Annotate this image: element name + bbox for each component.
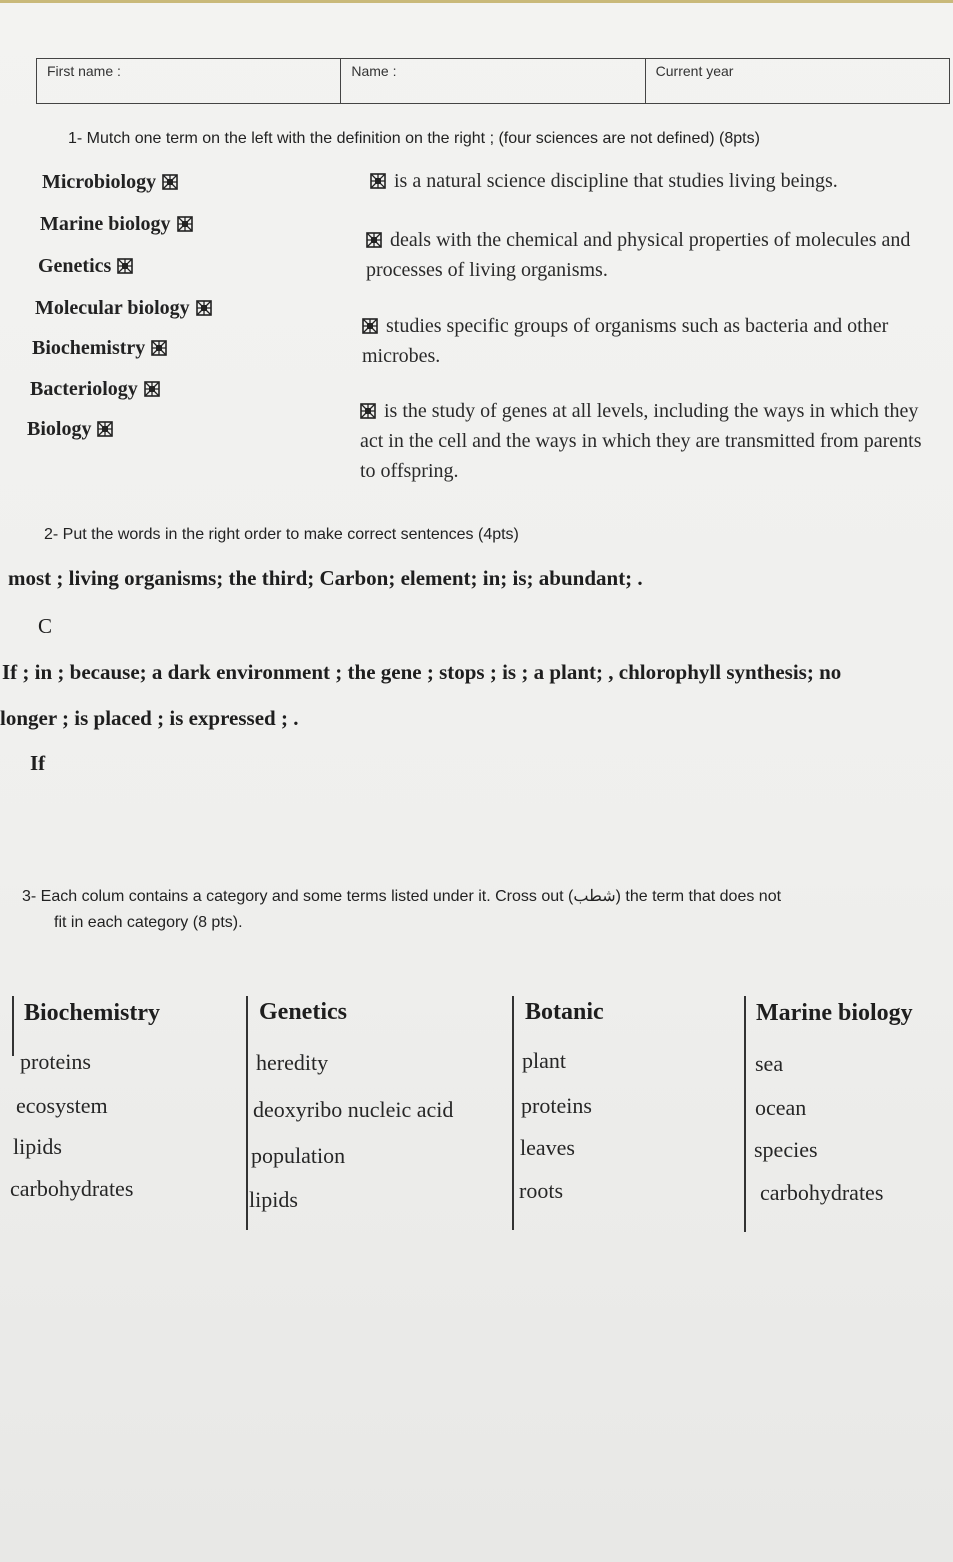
category-term[interactable]: heredity bbox=[256, 1050, 329, 1075]
name-cell[interactable] bbox=[341, 59, 645, 103]
question-1-title: 1- Mutch one term on the left with the definition on the right ; (four sciences are not defined) (8pts) bbox=[68, 130, 760, 147]
question-3-title-line-2: fit in each category (8 pts). bbox=[54, 914, 243, 931]
column-divider bbox=[12, 996, 14, 1056]
column-divider bbox=[512, 996, 514, 1230]
term-label: Genetics bbox=[38, 255, 112, 277]
answer-2-start[interactable]: If bbox=[30, 751, 46, 775]
term-label: Bacteriology bbox=[30, 378, 138, 400]
definition-text: studies specific groups of organisms such as bacteria and other microbes. bbox=[362, 315, 889, 367]
category-term[interactable]: species bbox=[754, 1137, 818, 1162]
term-label: Biochemistry bbox=[32, 337, 146, 359]
checkbox-marker-icon[interactable] bbox=[162, 174, 178, 190]
checkbox-marker-icon[interactable] bbox=[97, 421, 113, 437]
category-term[interactable]: population bbox=[251, 1143, 346, 1168]
checkbox-marker-icon[interactable] bbox=[177, 216, 193, 232]
scrambled-sentence-1: most ; living organisms; the third; Carbon; element; in; is; abundant; . bbox=[8, 566, 643, 590]
name-label: Name : bbox=[351, 63, 397, 79]
category-genetics: Genetics bbox=[259, 999, 347, 1025]
term-biochemistry[interactable] bbox=[32, 337, 167, 360]
definition-text: is the study of genes at all levels, including the ways in which they act in the cell and the ways in which they are transmitted from parents to offspring. bbox=[360, 400, 922, 482]
first-name-cell[interactable] bbox=[37, 59, 341, 103]
term-label: Marine biology bbox=[40, 213, 171, 235]
term-bacteriology[interactable] bbox=[30, 378, 160, 401]
checkbox-marker-icon[interactable] bbox=[360, 403, 376, 419]
category-term[interactable]: deoxyribo nucleic acid bbox=[253, 1097, 454, 1122]
definition-text: is a natural science discipline that studies living beings. bbox=[394, 170, 838, 192]
category-term[interactable]: lipids bbox=[13, 1134, 62, 1159]
definition-4 bbox=[360, 396, 935, 486]
term-molecular-biology[interactable] bbox=[35, 297, 212, 320]
definition-3 bbox=[362, 311, 922, 371]
column-divider bbox=[246, 996, 248, 1230]
category-term[interactable]: proteins bbox=[521, 1093, 592, 1118]
first-name-label: First name : bbox=[47, 63, 121, 79]
definition-text: deals with the chemical and physical properties of molecules and processes of living organisms. bbox=[366, 229, 911, 281]
definition-2 bbox=[366, 225, 941, 285]
question-3-title-line-1: 3- Each colum contains a category and some terms listed under it. Cross out (شطب) the term that does not bbox=[22, 888, 782, 905]
category-term[interactable]: proteins bbox=[20, 1049, 91, 1074]
checkbox-marker-icon[interactable] bbox=[196, 300, 212, 316]
category-marine-biology: Marine biology bbox=[756, 1000, 913, 1026]
term-biology[interactable] bbox=[27, 418, 113, 441]
top-edge-line bbox=[0, 0, 953, 3]
category-term[interactable]: ocean bbox=[755, 1095, 807, 1120]
category-term[interactable]: sea bbox=[755, 1051, 784, 1076]
category-term[interactable]: carbohydrates bbox=[760, 1180, 884, 1205]
definition-1 bbox=[370, 166, 945, 196]
category-term[interactable]: leaves bbox=[520, 1135, 575, 1160]
term-genetics[interactable] bbox=[38, 255, 133, 278]
scrambled-sentence-2-line-2: longer ; is placed ; is expressed ; . bbox=[0, 706, 299, 730]
scrambled-sentence-2-line-1: If ; in ; because; a dark environment ; the gene ; stops ; is ; a plant; , chlorophyll synthesis; no bbox=[2, 660, 842, 684]
term-label: Molecular biology bbox=[35, 297, 190, 319]
term-label: Microbiology bbox=[42, 171, 157, 193]
category-term[interactable]: plant bbox=[522, 1048, 566, 1073]
category-term[interactable]: ecosystem bbox=[16, 1093, 108, 1118]
question-2-title: 2- Put the words in the right order to make correct sentences (4pts) bbox=[44, 526, 519, 543]
column-divider bbox=[744, 996, 746, 1232]
answer-1-start[interactable]: C bbox=[38, 614, 53, 638]
current-year-cell[interactable] bbox=[646, 59, 949, 103]
term-marine-biology[interactable] bbox=[40, 213, 193, 236]
checkbox-marker-icon[interactable] bbox=[151, 340, 167, 356]
category-term[interactable]: carbohydrates bbox=[10, 1176, 134, 1201]
term-label: Biology bbox=[27, 418, 92, 440]
checkbox-marker-icon[interactable] bbox=[370, 173, 386, 189]
category-biochemistry: Biochemistry bbox=[24, 1000, 160, 1026]
category-term[interactable]: roots bbox=[519, 1178, 563, 1203]
category-term[interactable]: lipids bbox=[249, 1187, 298, 1212]
current-year-label: Current year bbox=[655, 63, 734, 79]
checkbox-marker-icon[interactable] bbox=[144, 381, 160, 397]
category-botanic: Botanic bbox=[525, 999, 604, 1025]
checkbox-marker-icon[interactable] bbox=[362, 318, 378, 334]
term-microbiology[interactable] bbox=[42, 171, 178, 194]
checkbox-marker-icon[interactable] bbox=[117, 258, 133, 274]
checkbox-marker-icon[interactable] bbox=[366, 232, 382, 248]
student-info-table bbox=[36, 58, 950, 104]
